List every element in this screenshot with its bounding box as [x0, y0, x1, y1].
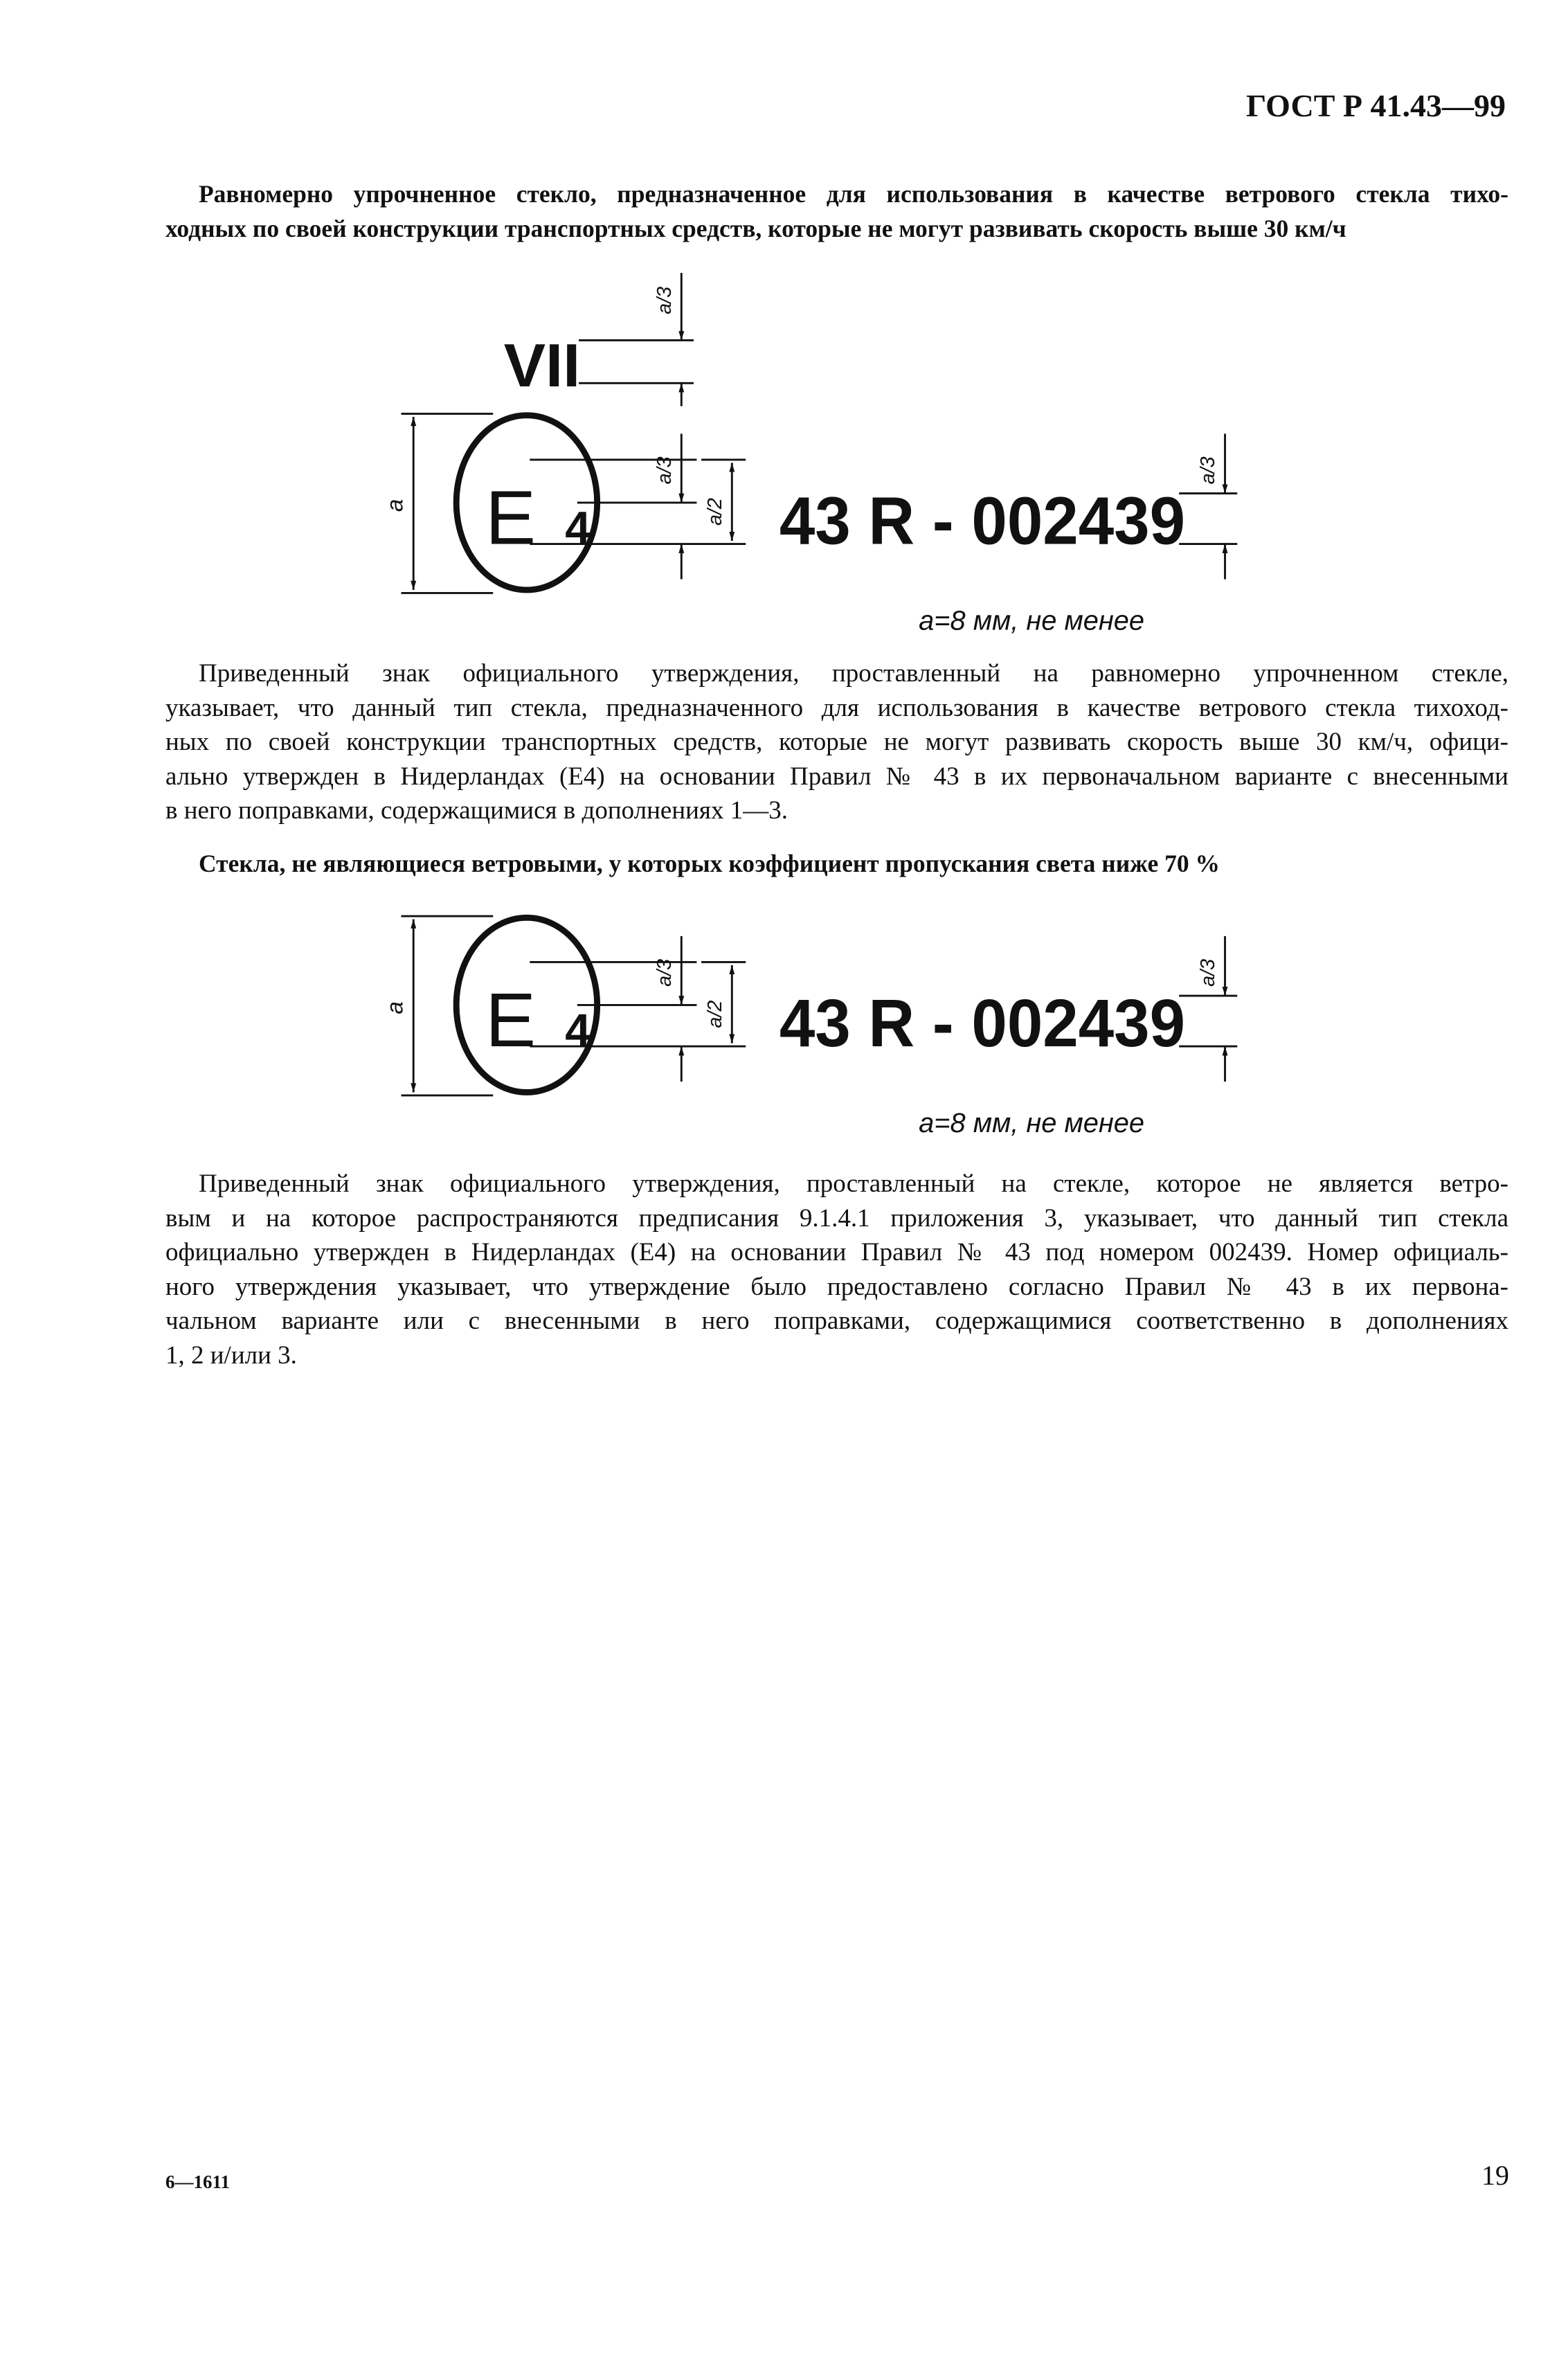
dim-label: a/3: [653, 286, 676, 314]
circle-letter: E: [485, 475, 537, 561]
approval-number: 43 R - 002439: [779, 985, 1186, 1062]
figure-caption: a=8 мм, не менее: [919, 1107, 1145, 1138]
dim-label: a/2: [703, 1000, 726, 1028]
paragraph-line: ного утверждения указывает, что утверждение было предоставлено согласно Правил № 43 в их первона-: [165, 1272, 1508, 1301]
heading-line: Равномерно упрочненное стекло, предназначенное для использования в качестве ветрового стекла тихо-: [199, 180, 1508, 208]
emblem-1: [383, 414, 1237, 636]
country-number: 4: [565, 1005, 591, 1057]
dim-label: a/3: [653, 958, 676, 987]
paragraph-line: вым и на которое распространяются предписания 9.1.4.1 приложения 3, указывает, что данный тип стекла: [165, 1203, 1508, 1233]
emblem-2: [383, 916, 1237, 1138]
heading-line: Стекла, не являющиеся ветровыми, у которых коэффициент пропускания света ниже 70 %: [199, 850, 1220, 877]
dim-label: a/3: [653, 456, 676, 485]
paragraph-line: указывает, что данный тип стекла, предназначенного для использования в качестве ветрового стекла тихоход-: [165, 693, 1508, 722]
paragraph-line: Приведенный знак официального утверждения, проставленный на равномерно упрочненном стекле,: [199, 659, 1508, 688]
paragraph-line: 1, 2 и/или 3.: [165, 1341, 297, 1370]
dim-label: a/3: [1197, 958, 1220, 987]
document-code: ГОСТ Р 41.43—99: [1246, 88, 1506, 123]
approval-number: 43 R - 002439: [779, 483, 1186, 559]
paragraph-line: ных по своей конструкции транспортных средств, которые не могут развивать скорость выше 30 км/ч, офици-: [165, 728, 1508, 756]
class-mark: VII: [503, 330, 581, 400]
paragraph-line: официально утвержден в Нидерландах (E4) на основании Правил № 43 под номером 002439. Номер официаль-: [165, 1238, 1508, 1266]
dim-label: a: [382, 1001, 408, 1014]
paragraph-line: чальном варианте или с внесенными в него поправками, содержащимися соответственно в дополнениях: [165, 1307, 1508, 1335]
paragraph-line: в него поправками, содержащимися в дополнениях 1—3.: [165, 796, 788, 825]
dim-label: a/2: [703, 498, 726, 526]
figure-caption: a=8 мм, не менее: [919, 605, 1145, 636]
paragraph-line: ально утвержден в Нидерландах (E4) на основании Правил № 43 в их первоначальном варианте с внесенными: [165, 762, 1508, 791]
dim-label: a: [382, 499, 408, 512]
heading-line: ходных по своей конструкции транспортных средств, которые не могут развивать скорость выше 30 км/ч: [165, 214, 1346, 242]
page-number: 19: [1481, 2160, 1509, 2191]
country-number: 4: [565, 503, 591, 555]
paragraph-line: Приведенный знак официального утверждения, проставленный на стекле, которое не является ветро-: [199, 1170, 1508, 1198]
print-code: 6—1611: [165, 2171, 231, 2192]
figure-1: [504, 273, 694, 406]
dim-label: a/3: [1197, 456, 1220, 485]
circle-letter: E: [485, 978, 537, 1064]
